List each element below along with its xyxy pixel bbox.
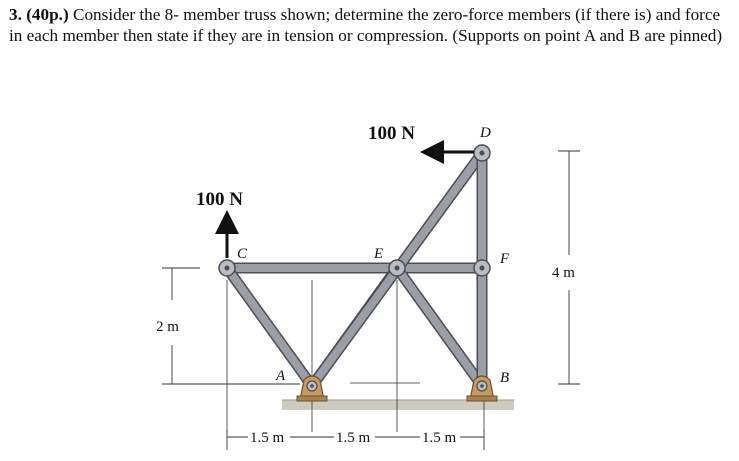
member-CA <box>227 268 312 386</box>
dim-span-label-1: 1.5 m <box>250 430 285 446</box>
dim-left-label: 2 m <box>156 319 179 335</box>
joint-C-hole <box>225 266 230 271</box>
dim-right-label: 4 m <box>552 265 575 281</box>
joint-D-hole <box>480 151 485 156</box>
dim-span-label-2: 1.5 m <box>336 430 371 446</box>
dim-span-label-3: 1.5 m <box>422 430 457 446</box>
joint-E-hole <box>395 266 400 271</box>
problem-points: (40p.) <box>26 5 69 24</box>
problem-text: Consider the 8- member truss shown; determine the zero-force members (if there is) and force in each member then state if they are in tension or compression. (Supports on point A and B are pinned) <box>9 5 723 45</box>
joint-label-A: A <box>276 368 286 384</box>
joint-label-C: C <box>237 246 248 262</box>
joint-label-E: E <box>374 246 384 262</box>
load-label-top: 100 N <box>368 123 415 144</box>
joint-label-F: F <box>500 251 510 267</box>
problem-number: 3. <box>9 5 22 24</box>
joint-label-B: B <box>500 370 510 386</box>
load-label-left: 100 N <box>196 189 243 210</box>
joint-label-D: D <box>480 125 491 141</box>
joint-F-hole <box>480 266 485 271</box>
member-EB <box>397 268 482 386</box>
